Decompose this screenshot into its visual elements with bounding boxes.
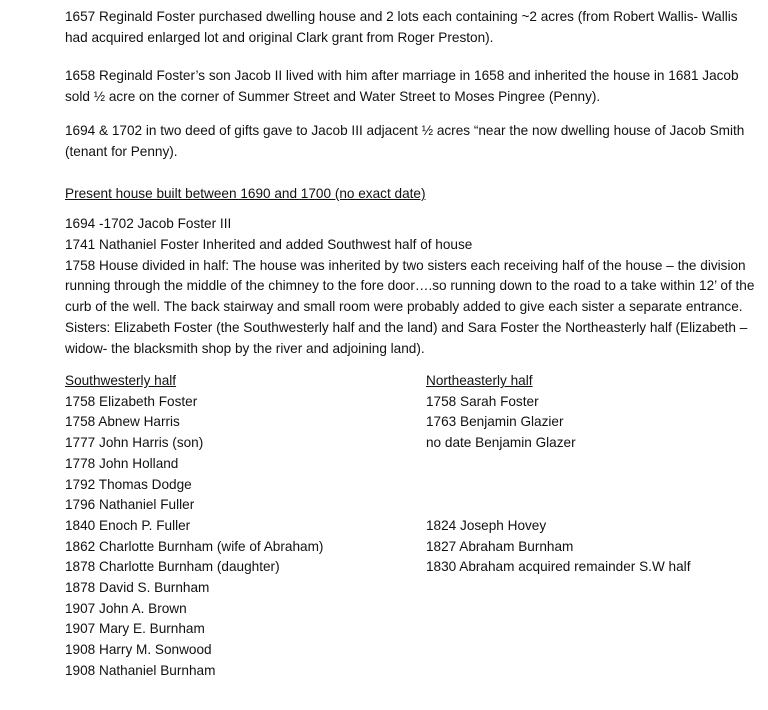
timeline-line-1741: 1741 Nathaniel Foster Inherited and added Southwest half of house (65, 236, 473, 252)
owner-entry: 1878 David S. Burnham (65, 580, 210, 596)
owner-entry: 1827 Abraham Burnham (426, 538, 574, 554)
timeline-line-1694: 1694 -1702 Jacob Foster III (65, 216, 232, 231)
southwesterly-column (65, 371, 415, 682)
owner-entry: 1907 John A. Brown (65, 600, 187, 616)
southwesterly-heading: Southwesterly half (65, 373, 177, 388)
owner-entry: 1758 Sarah Foster (426, 393, 539, 409)
owner-entry: 1763 Benjamin Glazier (426, 414, 564, 430)
owner-entry: 1908 Harry M. Sonwood (65, 642, 212, 658)
northeasterly-heading: Northeasterly half (426, 373, 533, 388)
owner-entry: 1792 Thomas Dodge (65, 476, 192, 492)
column-spacer (426, 454, 756, 516)
owner-entry: 1907 Mary E. Burnham (65, 621, 205, 637)
owner-entry: 1777 John Harris (son) (65, 435, 204, 451)
timeline-line-1758: 1758 House divided in half: The house was inherited by two sisters each receiving half of the house – the division running through the middle of the chimney to the fore door….so running down to the road to a take within 12’ of the curb of the well. The back stairway and small room were probably added to give each sister a separate entrance. Sisters: Elizabeth Foster (the Southwesterly half and the land) and Sara Foster the Northeasterly half (Elizabeth – widow- the blacksmith shop by the river and adjoining land). (65, 257, 755, 356)
owner-entry: 1796 Nathaniel Fuller (65, 497, 195, 513)
paragraph-1658-inheritance: 1658 Reginald Foster’s son Jacob II lived with him after marriage in 1658 and inherited the house in 1681 Jacob sold ½ acre on the corner of Summer Street and Water Street to Moses Pingree (Penny). (65, 68, 739, 104)
owner-entry: 1878 Charlotte Burnham (daughter) (65, 559, 280, 575)
paragraph-1694-deeds: 1694 & 1702 in two deed of gifts gave to Jacob III adjacent ½ acres “near the now dwelling house of Jacob Smith (tenant for Penny). (65, 123, 745, 159)
owner-entry: 1778 John Holland (65, 455, 179, 471)
northeasterly-column (426, 371, 756, 578)
owner-entry: 1758 Elizabeth Foster (65, 393, 198, 409)
owner-entry: 1840 Enoch P. Fuller (65, 517, 191, 533)
owner-entry: 1758 Abnew Harris (65, 414, 180, 430)
owner-entry: no date Benjamin Glazer (426, 435, 576, 451)
owner-entry: 1908 Nathaniel Burnham (65, 662, 216, 678)
owner-entry: 1830 Abraham acquired remainder S.W half (426, 559, 691, 575)
owner-entry: 1862 Charlotte Burnham (wife of Abraham) (65, 538, 324, 554)
owner-entry: 1824 Joseph Hovey (426, 517, 547, 533)
present-house-heading: Present house built between 1690 and 1700 (no exact date) (65, 186, 426, 201)
timeline-block (65, 214, 755, 360)
paragraph-1657-purchase: 1657 Reginald Foster purchased dwelling house and 2 lots each containing ~2 acres (from Robert Wallis- Wallis had acquired enlarged lot and original Clark grant from Roger Preston). (65, 9, 738, 45)
